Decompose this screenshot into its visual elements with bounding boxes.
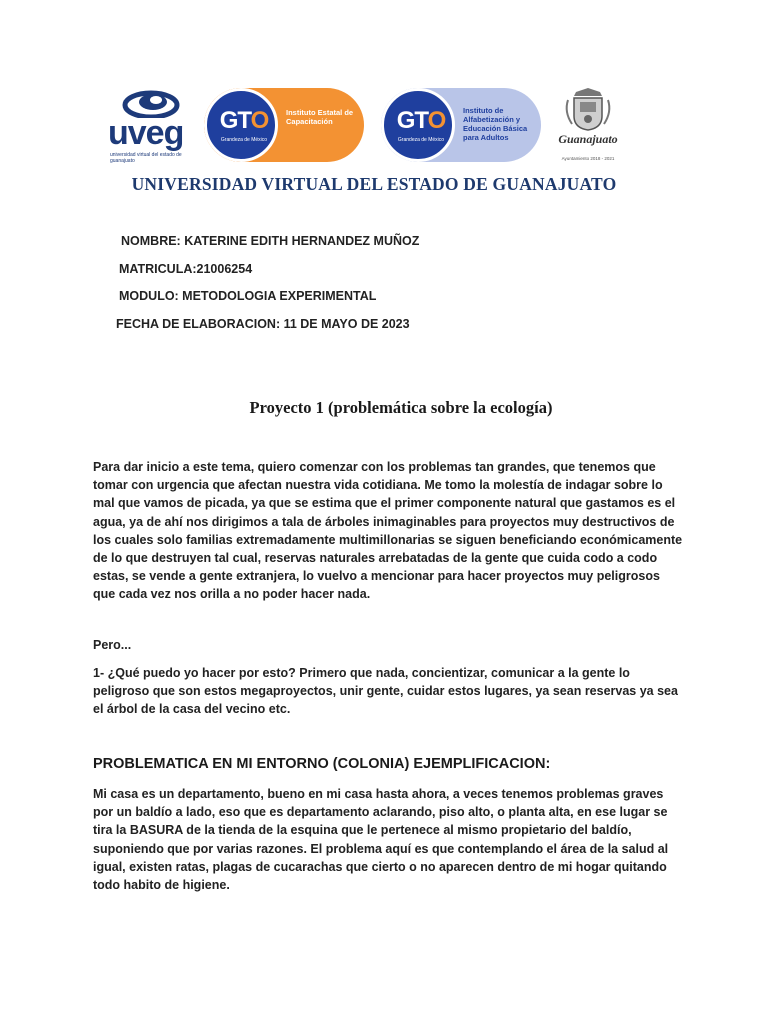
ayuntamiento-caption: Ayuntamiento 2018 - 2021 <box>561 156 615 161</box>
uveg-wordmark: uveg <box>108 114 184 152</box>
student-name: NOMBRE: KATERINE EDITH HERNANDEZ MUÑOZ <box>121 234 420 248</box>
uveg-logo <box>108 88 196 164</box>
coat-of-arms-icon <box>556 86 620 132</box>
gto-capacitacion-logo <box>204 88 364 162</box>
section-body-paragraph: Mi casa es un departamento, bueno en mi casa hasta ahora, a veces tenemos problemas graves por un baldío a lado, eso que es departamento aclarando, piso alto, o planta alta, en ese lugar se tira la BASURA de la tienda de la esquina que le pertenece al mismo propietario del baldío, suponiendo que por varias razones. El problema aquí es que contemplando el área de la salud al igual, existen ratas, plagas de cucarachas que cierto o no aparecen dentro de mi hogar quitando todo habito de higiene. <box>93 787 669 893</box>
project-title: Proyecto 1 (problemática sobre la ecología) <box>249 398 553 417</box>
section-heading: PROBLEMATICA EN MI ENTORNO (COLONIA) EJEMPLIFICACION: <box>93 756 551 772</box>
pero-paragraph: Pero... <box>93 638 132 652</box>
gto-alfabetizacion-logo <box>381 88 541 162</box>
logo-bar <box>108 86 628 166</box>
gto-tagline: Grandeza de México <box>220 137 268 143</box>
elaboration-date: FECHA DE ELABORACION: 11 DE MAYO DE 2023 <box>116 317 410 331</box>
gto-wordmark-o: O <box>427 107 446 134</box>
gto-wordmark: GT <box>219 107 251 134</box>
module-name: MODULO: METODOLOGIA EXPERIMENTAL <box>119 289 377 303</box>
gto-alfabetizacion-text: Instituto de Alfabetización y Educación Básica para Adultos <box>463 106 528 142</box>
gto-tagline: Grandeza de México <box>397 137 445 143</box>
student-matricula: MATRICULA:21006254 <box>119 262 253 276</box>
gto-badge <box>204 88 278 162</box>
guanajuato-wordmark: Guanajuato <box>558 132 618 146</box>
guanajuato-seal-logo <box>556 86 620 166</box>
gto-capacitacion-text: Instituto Estatal de Capacitación <box>286 108 354 126</box>
intro-paragraph: Para dar inicio a este tema, quiero comenzar con los problemas tan grandes, que tenemos que tomar con urgencia que afectan nuestra vida cotidiana. Me tomo la molestía de indagar sobre lo mal que vamos de picada, ya que se estima que el primer componente natural que gastamos es el agua, ya de ahí nos dirigimos a tala de árboles inimaginables para proyectos muy destructivos de los cuales solo familias extremadamente multimillonarias se siguen beneficiando económicamente de lo que destruyen tal cual, reservas naturales arrebatadas de la gente que cuida codo a codo estas, se vende a gente extranjera, lo vuelvo a mencionar para hacer proyectos muy peligrosos que cada vez nos orilla a no poder hacer nada. <box>93 460 683 602</box>
gto-wordmark: GT <box>396 107 428 134</box>
point-1-paragraph: 1- ¿Qué puedo yo hacer por esto? Primero que nada, concientizar, comunicar a la gente lo peligroso que son estos megaproyectos, unir gente, cuidar estos lugares, ya sean reservas ya sea el árbol de la casa del vecino etc. <box>93 666 678 717</box>
uveg-subtitle: universidad virtual del estado de guanajuato <box>110 152 182 164</box>
gto-wordmark-o: O <box>250 107 269 134</box>
university-title: UNIVERSIDAD VIRTUAL DEL ESTADO DE GUANAJUATO <box>131 174 617 194</box>
gto-badge <box>381 88 455 162</box>
